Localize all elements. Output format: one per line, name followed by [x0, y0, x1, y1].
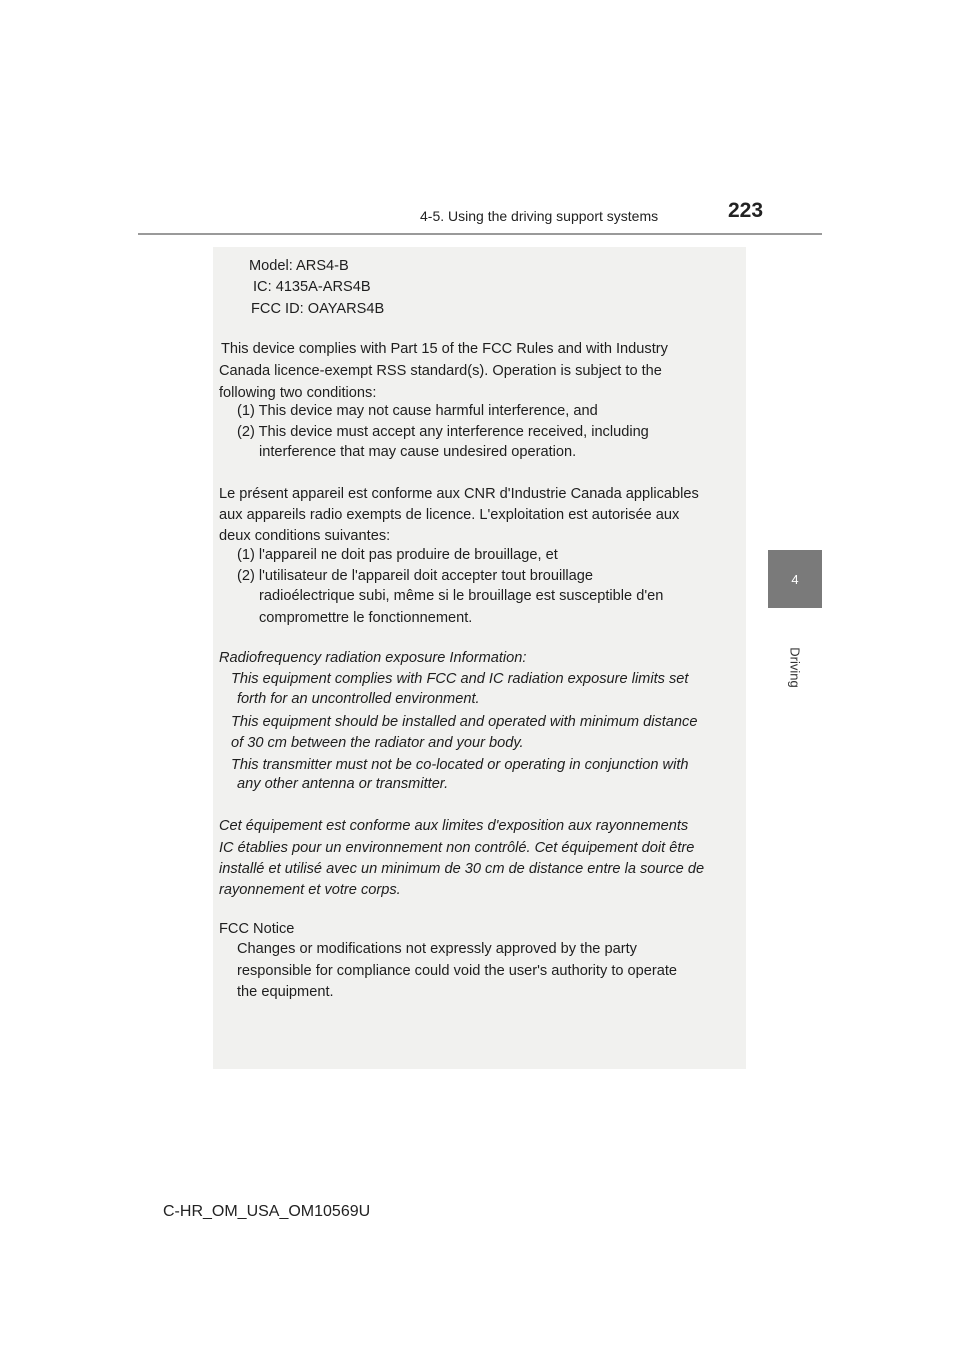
french-condition: (1) l'appareil ne doit pas produire de brouillage, et — [237, 547, 558, 563]
fcc-statement-line: Canada licence-exempt RSS standard(s). Operation is subject to the — [219, 363, 662, 379]
french-condition: (2) l'utilisateur de l'appareil doit accepter tout brouillage — [237, 568, 594, 584]
header-divider — [138, 233, 822, 235]
document-code: C-HR_OM_USA_OM10569U — [163, 1203, 371, 1220]
rf-info-line: This equipment complies with FCC and IC radiation exposure limits set — [231, 671, 689, 687]
model-line: Model: ARS4-B — [249, 258, 349, 274]
rf-info-heading: Radiofrequency radiation exposure Information: — [219, 650, 527, 666]
french-condition: radioélectrique subi, même si le brouillage est susceptible d'en — [259, 588, 664, 604]
rf-french-line: Cet équipement est conforme aux limites d'exposition aux rayonnements — [219, 818, 689, 834]
french-statement-line: aux appareils radio exempts de licence. L'exploitation est autorisée aux — [219, 507, 680, 523]
fcc-condition: (1) This device may not cause harmful interference, and — [237, 403, 598, 419]
fcc-statement-line: This device complies with Part 15 of the FCC Rules and with Industry — [221, 341, 668, 357]
fcc-statement-line: following two conditions: — [219, 385, 377, 401]
rf-info-line: This transmitter must not be co-located or operating in conjunction with — [231, 757, 689, 773]
fcc-condition: interference that may cause undesired operation. — [259, 444, 577, 460]
rf-info-line: forth for an uncontrolled environment. — [237, 691, 480, 707]
fcc-id-line: FCC ID: OAYARS4B — [251, 301, 385, 317]
chapter-number: 4 — [791, 571, 799, 587]
fcc-notice-line: the equipment. — [237, 984, 334, 1000]
rf-info-line: This equipment should be installed and operated with minimum distance — [231, 714, 698, 730]
section-title: 4-5. Using the driving support systems — [420, 208, 659, 224]
fcc-condition: (2) This device must accept any interference received, including — [237, 424, 649, 440]
rf-info-line: of 30 cm between the radiator and your body. — [231, 735, 524, 751]
ic-line: IC: 4135A-ARS4B — [253, 279, 371, 295]
fcc-notice-line: responsible for compliance could void the user's authority to operate — [237, 963, 678, 979]
fcc-notice-line: Changes or modifications not expressly approved by the party — [237, 941, 637, 957]
rf-info-line: any other antenna or transmitter. — [237, 776, 449, 792]
chapter-tab — [768, 550, 822, 608]
french-statement-line: deux conditions suivantes: — [219, 528, 391, 544]
rf-french-line: installé et utilisé avec un minimum de 30 cm de distance entre la source de — [219, 861, 705, 877]
rf-french-line: rayonnement et votre corps. — [219, 882, 401, 898]
french-statement-line: Le présent appareil est conforme aux CNR d'Industrie Canada applicables — [219, 486, 699, 502]
french-condition: compromettre le fonctionnement. — [259, 610, 473, 626]
fcc-notice-heading: FCC Notice — [219, 921, 295, 937]
rf-french-line: IC établies pour un environnement non contrôlé. Cet équipement doit être — [219, 840, 695, 856]
page-number: 223 — [728, 199, 764, 222]
regulatory-label-scan — [213, 247, 746, 1069]
chapter-label: Driving — [787, 647, 803, 688]
